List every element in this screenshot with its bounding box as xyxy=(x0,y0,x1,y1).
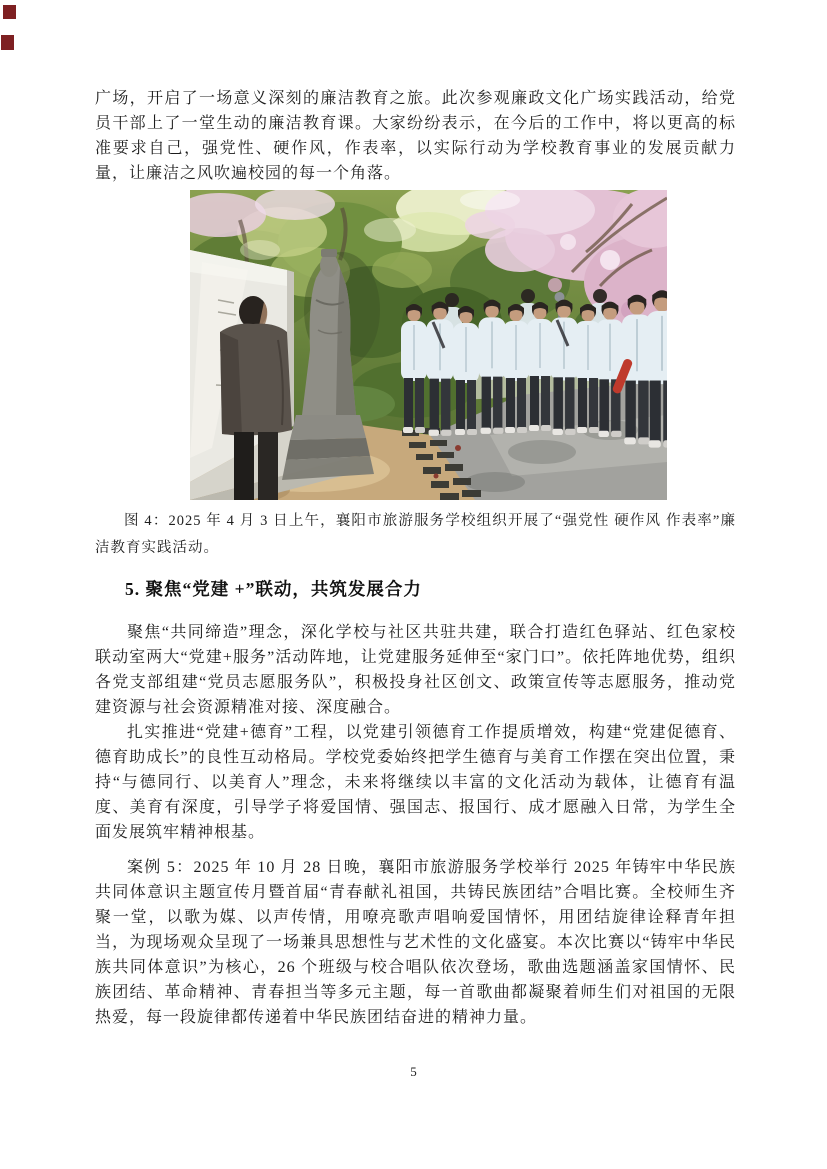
figure-photo xyxy=(190,190,667,500)
page-number: 5 xyxy=(410,1064,417,1079)
figure-4 xyxy=(95,190,736,562)
paragraph-case-5: 案例 5：2025 年 10 月 28 日晚，襄阳市旅游服务学校举行 2025 年铸牢中华民族共同体意识主题宣传月暨首届“青春献礼祖国，共铸民族团结”合唱比赛。全校师生齐聚一堂，以歌为媒、以声传情，用嘹亮歌声唱响爱国情怀，用团结旋律诠释青年担当，为现场观众呈现了一场兼具思想性与艺术性的文化盛宴。本次比赛以“铸牢中华民族共同体意识”为核心，26 个班级与校合唱队依次登场，歌曲选题涵盖家国情怀、民族团结、革命精神、青春担当等多元主题，每一首歌曲都凝聚着师生们对祖国的无限热爱，每一段旋律都传递着中华民族团结奋进的精神力量。 xyxy=(95,859,736,1026)
figure-caption: 图 4：2025 年 4 月 3 日上午，襄阳市旅游服务学校组织开展了“强党性 硬作风 作表率”廉洁教育实践活动。 xyxy=(95,513,736,556)
page-content xyxy=(95,86,736,1030)
red-corner-mark xyxy=(1,35,14,50)
paragraph-party-moral: 扎实推进“党建+德育”工程，以党建引领德育工作提质增效，构建“党建促德育、德育助成长”的良性互动格局。学校党委始终把学生德育与美育工作摆在突出位置，秉持“与德同行、以美育人”理念，未来将继续以丰富的文化活动为载体，让德育有温度、美育有深度，引导学子将爱国情、强国志、报国行、成才愿融入日常，为学生全面发展筑牢精神根基。 xyxy=(95,724,736,841)
paragraph-continuation: 广场，开启了一场意义深刻的廉洁教育之旅。此次参观廉政文化广场实践活动，给党员干部上了一堂生动的廉洁教育课。大家纷纷表示，在今后的工作中，将以更高的标准要求自己，强党性、硬作风，作表率，以实际行动为学校教育事业的发展贡献力量，让廉洁之风吹遍校园的每一个角落。 xyxy=(95,90,736,182)
section-heading: 5. 聚焦“党建 +”联动，共筑发展合力 xyxy=(125,579,422,599)
paragraph-party-service: 聚焦“共同缔造”理念，深化学校与社区共驻共建，联合打造红色驿站、红色家校联动室两大“党建+服务”活动阵地，让党建服务延伸至“家门口”。依托阵地优势，组织各党支部组建“党员志愿服务队”，积极投身社区创文、政策宣传等志愿服务，推动党建资源与社会资源精准对接、深度融合。 xyxy=(95,624,736,716)
red-corner-mark xyxy=(3,5,16,19)
